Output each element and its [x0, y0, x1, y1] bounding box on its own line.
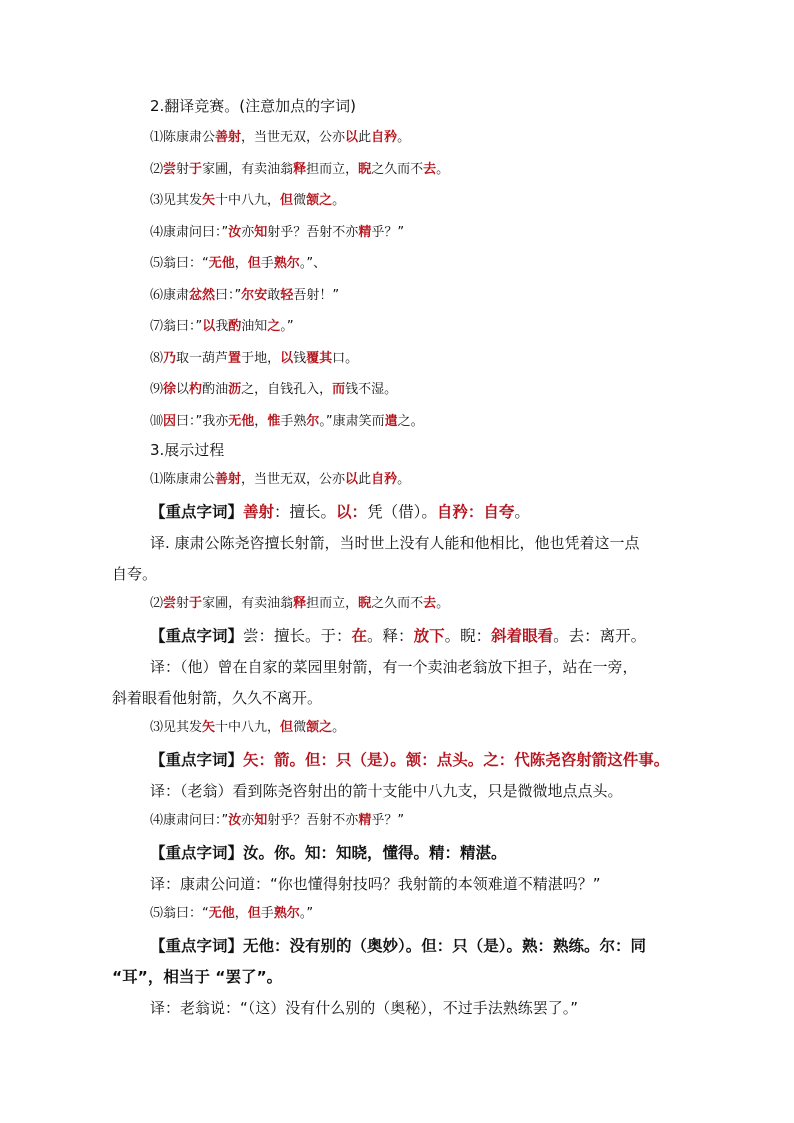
- text-segment: 口。: [332, 350, 359, 366]
- text-segment: ⑵: [150, 596, 164, 611]
- highlighted-word: 精: [358, 813, 372, 828]
- text-segment: 取一葫芦: [176, 350, 229, 366]
- highlighted-word: 以：: [336, 503, 368, 521]
- text-segment: 。: [397, 472, 411, 487]
- text-segment: ⑽: [150, 413, 164, 429]
- highlighted-word: 自矜: [371, 130, 398, 145]
- text-segment: 射乎？吾射不亦: [267, 813, 359, 828]
- highlighted-word: 放下: [413, 627, 445, 645]
- text-segment: 之，自钱孔入，: [241, 382, 333, 397]
- text-segment: 亦: [241, 224, 255, 240]
- text-segment: 微: [293, 720, 307, 735]
- highlighted-word: 但: [247, 256, 261, 271]
- highlighted-word: 轻: [280, 287, 294, 303]
- text-segment: 油知: [241, 319, 268, 334]
- text-segment: 亦: [241, 813, 255, 828]
- highlighted-word: 于: [189, 596, 203, 611]
- text-segment: ⑼: [150, 382, 164, 397]
- highlighted-word: 但: [280, 720, 294, 735]
- highlighted-word: 在: [351, 627, 368, 645]
- text-segment: 此: [358, 130, 372, 145]
- highlighted-word: 善射: [215, 130, 242, 145]
- source-sentence: [150, 470, 410, 490]
- text-segment: ⑵: [150, 161, 164, 177]
- text-segment: 。: [436, 596, 450, 611]
- text-segment: 。”: [280, 319, 294, 334]
- text-segment: 家圃，有卖油翁: [202, 161, 294, 177]
- highlighted-word: 置: [228, 350, 242, 366]
- highlighted-word: 矢：箭。但：只（是）。颔：点头。之：代陈尧咨射箭这件事。: [243, 751, 670, 769]
- text-segment: 。: [332, 720, 346, 735]
- text-segment: 尝：擅长。于：: [243, 627, 352, 645]
- text-segment: 【重点字词】: [150, 844, 244, 862]
- highlighted-word: 无他: [208, 256, 235, 271]
- highlighted-word: 覆其: [306, 350, 333, 366]
- text-segment: 。: [436, 161, 450, 177]
- text-segment: 射: [176, 161, 190, 177]
- text-segment: 曰：”: [215, 287, 242, 303]
- text-segment: 曰：”我亦: [176, 413, 229, 429]
- highlighted-word: 尝: [163, 161, 177, 177]
- translation-text: 自夸。: [112, 565, 158, 583]
- text-segment: ⑴陈康肃公: [150, 472, 216, 487]
- text-segment: 。”康肃笑而: [319, 413, 385, 429]
- highlighted-word: 但: [247, 906, 261, 921]
- text-segment: 。去：离开。: [553, 627, 647, 645]
- highlighted-word: 尔安: [241, 287, 268, 303]
- text-segment: ⑸翁曰：“: [150, 906, 209, 921]
- highlighted-word: 沥: [228, 382, 242, 397]
- text-segment: 。”、: [299, 256, 327, 271]
- key-words-continued: “耳”，相当于 “罢了”。: [112, 968, 283, 986]
- section2-item: [150, 223, 404, 243]
- highlighted-word: 熟尔: [273, 256, 300, 271]
- source-sentence: [150, 718, 345, 738]
- text-segment: 乎？”: [371, 224, 405, 240]
- text-segment: 十中八九，: [215, 720, 281, 735]
- text-segment: 。睨：: [444, 627, 492, 645]
- text-segment: ⑶见其发: [150, 193, 203, 208]
- section2-item: [150, 160, 449, 180]
- text-segment: 家圃，有卖油翁: [202, 596, 294, 611]
- text-segment: 钱: [293, 350, 307, 366]
- highlighted-word: 睨: [358, 161, 372, 177]
- text-segment: ⑻: [150, 350, 164, 366]
- highlighted-word: 矢: [202, 720, 216, 735]
- text-segment: ，: [234, 256, 248, 271]
- text-segment: 钱不湿。: [345, 382, 398, 397]
- highlighted-word: 以: [345, 130, 359, 145]
- translation-text: 译：（他）曾在自家的菜园里射箭，有一个卖油老翁放下担子，站在一旁，: [150, 658, 638, 676]
- highlighted-word: 自矜: [371, 472, 398, 487]
- highlighted-word: 但: [280, 193, 294, 208]
- source-sentence: [150, 904, 313, 924]
- highlighted-word: 杓: [189, 382, 203, 397]
- text-segment: ⑷康肃问曰：”: [150, 813, 229, 828]
- text-segment: 此: [358, 472, 372, 487]
- translation-text: 译：（老翁）看到陈尧咨射出的箭十支能中八九支，只是微微地点点头。: [150, 782, 623, 800]
- text-segment: ，: [234, 906, 248, 921]
- translation-text: 译. 康肃公陈尧咨擅长射箭，当时世上没有人能和他相比，他也凭着这一点: [150, 534, 640, 552]
- section2-item: [150, 349, 358, 369]
- highlighted-word: 而: [332, 382, 346, 397]
- highlighted-word: 无他: [208, 906, 235, 921]
- text-segment: 。释：: [367, 627, 414, 645]
- highlighted-word: 善射: [215, 472, 242, 487]
- key-words: [150, 501, 530, 523]
- highlighted-word: 释: [293, 161, 307, 177]
- section2-item: [150, 128, 410, 148]
- translation-text: 译：康肃公问道：“你也懂得射技吗？我射箭的本领难道不精湛吗？”: [150, 875, 601, 893]
- text-segment: ，当世无双，公亦: [241, 130, 346, 145]
- text-segment: 【重点字词】: [150, 503, 244, 521]
- highlighted-word: 无他: [228, 413, 255, 429]
- highlighted-word: 精: [358, 224, 372, 240]
- section2-heading: 2.翻译竞赛。(注意加点的字词): [150, 97, 357, 115]
- highlighted-word: 去: [423, 596, 437, 611]
- text-segment: 酌油: [202, 382, 229, 397]
- text-segment: 吾射！”: [293, 287, 340, 303]
- highlighted-word: 酌: [228, 319, 242, 334]
- source-sentence: [150, 594, 449, 614]
- text-segment: 【重点字词】: [150, 627, 244, 645]
- highlighted-word: 尔: [306, 413, 320, 429]
- section2-item: [150, 254, 326, 274]
- translation-text: 译：老翁说：“（这）没有什么别的（奥秘），不过手法熟练罢了。”: [150, 999, 579, 1017]
- text-segment: 手熟: [280, 413, 307, 429]
- highlighted-word: 释: [293, 596, 307, 611]
- highlighted-word: 去: [423, 161, 437, 177]
- text-segment: 以: [176, 382, 190, 397]
- section3-heading: 3.展示过程: [150, 441, 225, 459]
- highlighted-word: 颔之: [306, 193, 333, 208]
- text-segment: 十中八九，: [215, 193, 281, 208]
- highlighted-word: 徐: [163, 382, 177, 397]
- text-segment: ⑶见其发: [150, 720, 203, 735]
- highlighted-word: 颔之: [306, 720, 333, 735]
- text-segment: ⑺翁曰：”: [150, 319, 203, 334]
- key-words: [150, 625, 646, 647]
- highlighted-word: 因: [163, 413, 177, 429]
- text-segment: ⑷康肃问曰：”: [150, 224, 229, 240]
- key-words: [150, 749, 669, 771]
- text-segment: ⑴陈康肃公: [150, 130, 216, 145]
- text-segment: ，: [254, 413, 268, 429]
- section2-item: [150, 286, 339, 306]
- text-segment: 【重点字词】: [150, 937, 244, 955]
- translation-text: 斜着眼看他射箭，久久不离开。: [112, 689, 323, 707]
- highlighted-word: 尝: [163, 596, 177, 611]
- text-segment: 。: [397, 130, 411, 145]
- section2-item: [150, 380, 397, 400]
- text-segment: 乎？”: [371, 813, 405, 828]
- text-segment: 汝。你。知：知晓，懂得。精：精湛。: [243, 844, 507, 862]
- text-segment: 射乎？吾射不亦: [267, 224, 359, 240]
- text-segment: 手: [260, 906, 274, 921]
- text-segment: 担而立，: [306, 596, 359, 611]
- text-segment: ，当世无双，公亦: [241, 472, 346, 487]
- text-segment: 敢: [267, 287, 281, 303]
- text-segment: 射: [176, 596, 190, 611]
- highlighted-word: 忿然: [189, 287, 216, 303]
- highlighted-word: 矢: [202, 193, 216, 208]
- source-sentence: [150, 811, 404, 831]
- highlighted-word: 遣: [384, 413, 398, 429]
- text-segment: 无他：没有别的（奥妙）。但：只（是）。熟：熟练。尔：同: [243, 937, 647, 955]
- highlighted-word: 以: [202, 319, 216, 334]
- highlighted-word: 以: [345, 472, 359, 487]
- text-segment: 微: [293, 193, 307, 208]
- text-segment: ⑹康肃: [150, 287, 190, 303]
- key-words: [150, 842, 507, 864]
- highlighted-word: 睨: [358, 596, 372, 611]
- text-segment: 之久而不: [371, 161, 424, 177]
- highlighted-word: 斜着眼看: [491, 627, 554, 645]
- text-segment: 凭（借）。: [367, 503, 437, 521]
- text-segment: 之久而不: [371, 596, 424, 611]
- highlighted-word: 自矜：自夸: [436, 503, 515, 521]
- highlighted-word: 之: [267, 319, 281, 334]
- text-segment: 之。: [397, 413, 424, 429]
- highlighted-word: 以: [280, 350, 294, 366]
- text-segment: ⑸翁曰：“: [150, 256, 209, 271]
- highlighted-word: 汝: [228, 813, 242, 828]
- text-segment: ：擅长。: [274, 503, 337, 521]
- highlighted-word: 惟: [267, 413, 281, 429]
- highlighted-word: 汝: [228, 224, 242, 240]
- text-segment: 担而立，: [306, 161, 359, 177]
- text-segment: 于地，: [241, 350, 281, 366]
- highlighted-word: 善射: [243, 503, 275, 521]
- key-words: [150, 935, 646, 957]
- text-segment: 【重点字词】: [150, 751, 244, 769]
- text-segment: 我: [215, 319, 229, 334]
- section2-item: [150, 317, 294, 337]
- text-segment: 。”: [299, 906, 314, 921]
- text-segment: 。: [332, 193, 346, 208]
- section2-item: [150, 412, 424, 432]
- highlighted-word: 熟尔: [273, 906, 300, 921]
- section2-item: [150, 191, 345, 211]
- highlighted-word: 知: [254, 813, 268, 828]
- highlighted-word: 知: [254, 224, 268, 240]
- highlighted-word: 乃: [163, 350, 177, 366]
- text-segment: 。: [514, 503, 530, 521]
- highlighted-word: 于: [189, 161, 203, 177]
- text-segment: 手: [260, 256, 274, 271]
